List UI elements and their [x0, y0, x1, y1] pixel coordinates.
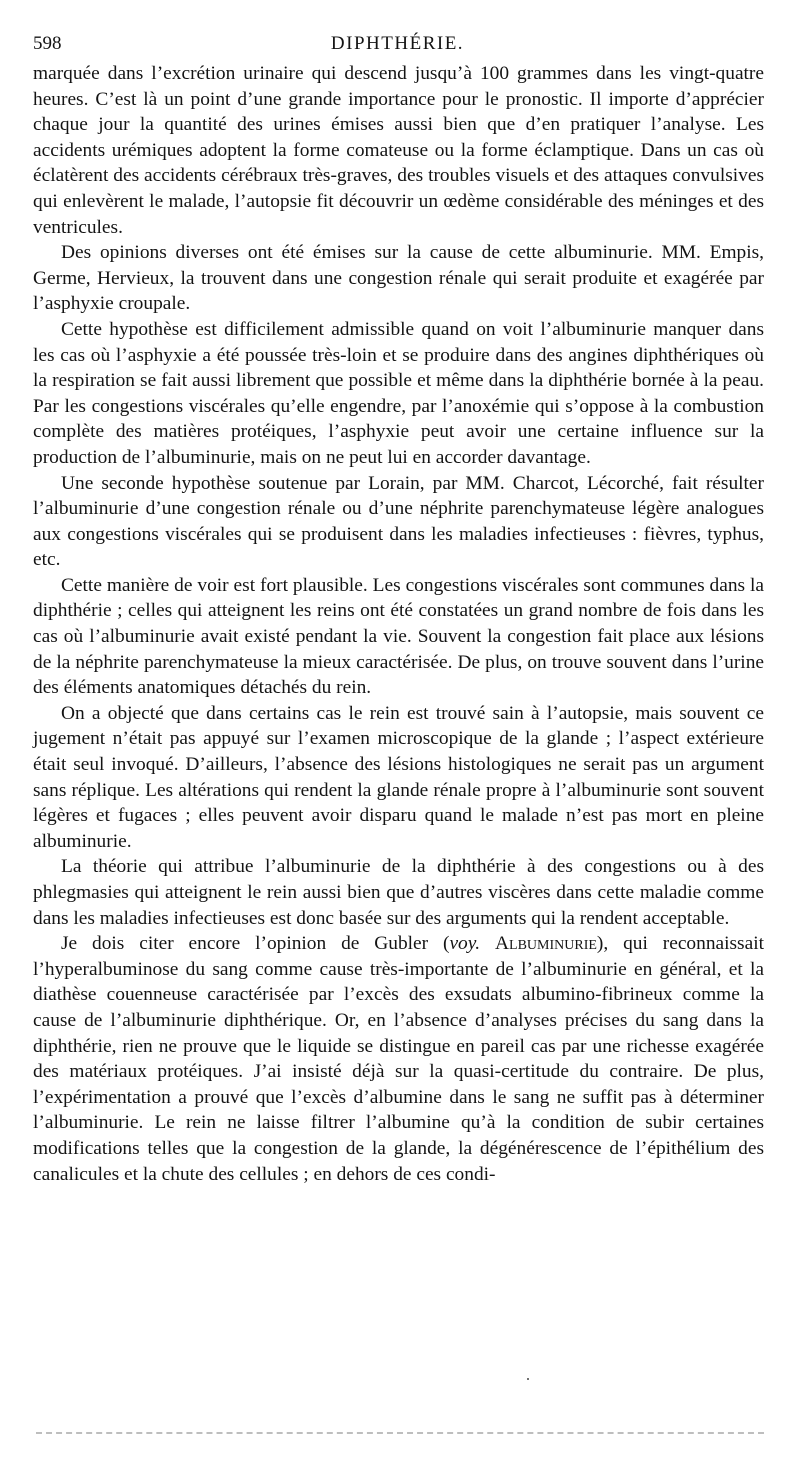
footer-rule	[36, 1432, 764, 1434]
paragraph: Cette hypothèse est difficilement admissible quand on voit l’albuminurie manquer dans les cas où l’asphyxie a été poussée très-loin et se produire dans des angines diphthériques où la respiration se fait aussi librement que possible et même dans la diphthérie bornée à la peau. Par les congestions viscérales qu’elle engendre, par l’anoxémie qui s’oppose à la combustion complète des matières protéiques, l’asphyxie peut avoir une certaine influence sur la production de l’albuminurie, mais on ne peut lui en accorder davantage.	[33, 318, 764, 468]
cross-reference: Albuminurie	[495, 933, 597, 955]
page-header	[33, 30, 762, 58]
paragraph-continued: marquée dans l’excrétion urinaire qui descend jusqu’à 100 grammes dans les vingt-quatre heures. C’est là un point d’une grande importance pour le pronostic. Il importe d’apprécier chaque jour la quantité des urines émises aussi bien que d’en pratiquer l’analyse. Les accidents urémiques adoptent la forme comateuse ou la forme éclamptique. Dans un cas où éclatèrent des accidents cérébraux très-graves, des troubles visuels et des attaques convulsives qui enlevèrent le malade, l’autopsie fit découvrir un œdème considérable des méninges et des ventricules.	[33, 63, 764, 238]
paragraph-text: ), qui reconnaissait l’hyperalbuminose du sang comme cause très-importante de l’albuminurie en général, et la diathèse couenneuse caractérisée par l’excès des exsudats albumino-fibrineux comme la cause de l’albuminurie diphthérique. Or, en l’absence d’analyses précises du sang dans la diphthérie, rien ne prouve que le liquide se distingue en pareil cas par une richesse exagérée des matériaux protéiques. J’ai insisté déjà sur la quasi-certitude du contraire. De plus, l’expérimentation a prouvé que l’excès d’albumine dans le sang ne suffit pas à déterminer l’albuminurie. Le rein ne laisse filtrer l’albumine qu’à la condition de subir certaines modifications telles que la congestion de la glande, la dégénérescence de l’épithélium des canalicules et la chute des cellules ; en dehors de ces condi-	[33, 933, 764, 1185]
paragraph: La théorie qui attribue l’albuminurie de la diphthérie à des congestions ou à des phlegmasies qui atteignent le rein aussi bien que d’autres viscères dans cette maladie comme dans les maladies infectieuses est donc basée sur des arguments qui la rendent acceptable.	[33, 856, 764, 929]
paragraph: Une seconde hypothèse soutenue par Lorain, par MM. Charcot, Lécorché, fait résulter l’albuminurie d’une congestion rénale ou d’une néphrite parenchymateuse légère analogues aux congestions viscérales qui se produisent dans les maladies infectieuses : fièvres, typhus, etc.	[33, 472, 764, 571]
paragraph: Cette manière de voir est fort plausible. Les congestions viscérales sont communes dans la diphthérie ; celles qui atteignent les reins ont été constatées un grand nombre de fois dans les cas où l’albuminurie avait existé pendant la vie. Souvent la congestion fait place aux lésions de la néphrite parenchymateuse la mieux caractérisée. De plus, on trouve souvent dans l’urine des éléments anatomiques détachés du rein.	[33, 574, 764, 699]
page-number: 598	[33, 33, 62, 54]
print-speck	[527, 1378, 529, 1380]
paragraph: Des opinions diverses ont été émises sur la cause de cette albuminurie. MM. Empis, Germe, Hervieux, la trouvent dans une congestion rénale qui serait produite et exagérée par l’asphyxie croupale.	[33, 242, 764, 315]
see-abbreviation: voy.	[449, 933, 481, 955]
paragraph-gubler	[33, 931, 764, 1187]
running-title: DIPHTHÉRIE.	[330, 33, 465, 54]
paragraph-text: Je dois citer encore l’opinion de Gubler (	[61, 933, 450, 955]
body-text	[33, 61, 764, 1187]
paragraph: On a objecté que dans certains cas le rein est trouvé sain à l’autopsie, mais souvent ce jugement n’était pas appuyé sur l’examen microscopique de la glande ; l’aspect extérieure était seul invoqué. D’ailleurs, l’absence des lésions histologiques ne serait pas un argument sans réplique. Les altérations qui rendent la glande rénale propre à l’albuminurie sont souvent légères et fugaces ; elles peuvent avoir disparu quand le malade n’est pas mort en pleine albuminurie.	[33, 702, 764, 852]
